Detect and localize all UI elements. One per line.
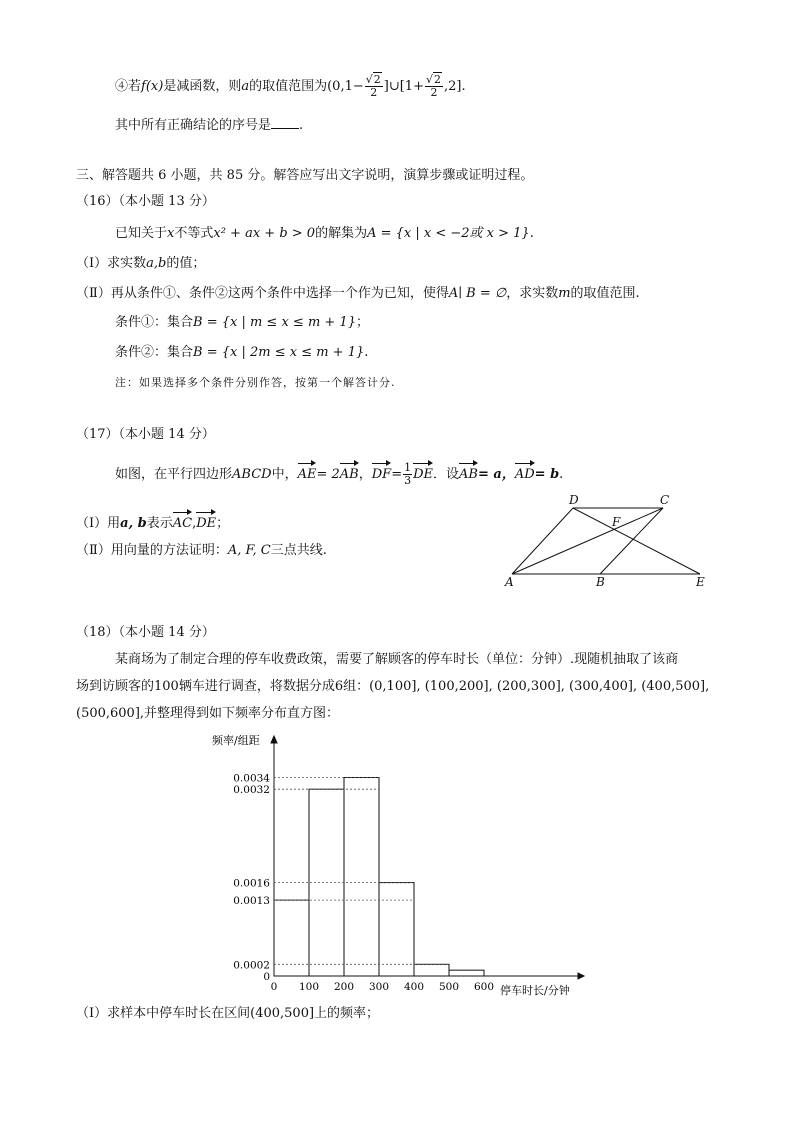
q16-part2-c: 的取值范围. [570, 286, 640, 301]
line-ad [512, 508, 573, 574]
y-tick-label-4: 0.0032 [233, 784, 270, 797]
q15-prefix: ④若 [115, 79, 142, 94]
q15-frac2: $\frac{√2}{2}$ [425, 73, 441, 99]
y-axis-arrow [271, 736, 277, 743]
q16-condition-1 [115, 313, 369, 333]
x-tick-label-3: 300 [368, 981, 390, 993]
q16-header: （16）（本小题 13 分） [76, 194, 215, 209]
vector-ac: AC [173, 512, 192, 534]
x-axis-label: 停车时长/分钟 [500, 984, 570, 997]
line-ac [512, 508, 663, 574]
q17-stem [115, 462, 563, 487]
q16-condition-2 [115, 343, 368, 363]
vector-de-2: DE [196, 512, 216, 534]
line-bc [600, 508, 663, 574]
histogram-bar-4 [379, 883, 414, 976]
section-3-title: 三、解答题共 6 小题，共 85 分。解答应写出文字说明，演算步骤或证明过程。 [76, 168, 534, 183]
q16-end: . [529, 226, 534, 241]
q18-para-2: 场到访顾客的100辆车进行调查，将数据分成6组：(0,100], (100,200], (200,300], (300,400], (400,500], [76, 679, 710, 694]
q17-part2-b: 三点共线. [270, 543, 327, 558]
q16-part1 [76, 254, 205, 274]
q16-m: m [558, 286, 571, 301]
q15-mid: 是减函数，则 [163, 79, 242, 94]
q16-note: 注：如果选择多个条件分别作答，按第一个解答计分. [115, 376, 396, 389]
q16-stem-a: 已知关于 [115, 226, 168, 241]
q15-frac1: $\frac{√2}{2}$ [365, 73, 381, 99]
q16-cond2-label: 条件②：集合 [115, 345, 194, 360]
y-tick-label-5: 0.0034 [233, 772, 270, 785]
q16-cond1-expr: B = {x | m ≤ x ≤ m + 1} [193, 315, 356, 330]
q15-den-a: 2 [370, 86, 378, 99]
q16-part2-expr: A∣ B = ∅ [448, 286, 507, 301]
histogram-bars [274, 778, 484, 976]
q15-end: . [461, 79, 466, 94]
histogram-x-ticks [271, 981, 494, 993]
q17-header: （17）（本小题 14 分） [76, 427, 215, 442]
q18-part1: （Ⅰ）求样本中停车时长在区间(400,500]上的频率； [76, 1006, 380, 1021]
q17-end: . [559, 467, 564, 482]
histogram-bar-5 [414, 964, 449, 976]
q16-part1-text: （Ⅰ）求实数 [76, 256, 147, 271]
q16-stem [115, 224, 534, 244]
q16-stem-c: 的解集为 [315, 226, 368, 241]
label-b: B [596, 575, 605, 589]
q15-union: ]∪[1+ [383, 79, 424, 94]
q16-inequality: x² + ax + b > 0 [213, 226, 316, 241]
vector-ae: AE [298, 463, 317, 485]
q15-sqrt2-a: 2 [373, 73, 381, 86]
q17-eq2: = 2 [316, 467, 340, 482]
q15-footer [115, 116, 303, 136]
vector-ab-2: AB [459, 463, 478, 485]
q16-set-a: A = {x | x < −2或 x > 1} [367, 226, 530, 241]
q15-fx: f(x) [141, 79, 164, 94]
q15-den-b: 2 [430, 86, 438, 99]
answer-blank[interactable] [271, 116, 299, 129]
q17-stem-b: 中， [271, 467, 298, 482]
q18-para-3: (500,600],并整理得到如下频率分布直方图： [76, 706, 340, 721]
x-tick-label-6: 600 [473, 981, 495, 993]
q17-part2-a: （Ⅱ）用向量的方法证明： [76, 543, 228, 558]
x-tick-label-5: 500 [438, 981, 460, 993]
q17-part1-b: 表示 [146, 516, 173, 531]
x-axis-arrow [578, 973, 584, 979]
label-e: E [696, 575, 705, 589]
q17-abcd: ABCD [232, 467, 272, 482]
q16-stem-b: 不等式 [174, 226, 214, 241]
q17-part1: （Ⅰ）用a, b表示AC,DE； [76, 512, 229, 534]
y-tick-label-2: 0.0013 [233, 895, 270, 908]
q17-part1-end: ； [216, 516, 230, 531]
histogram-guides [274, 778, 449, 965]
q15-mid2: 的取值范围为 [249, 79, 328, 94]
q15-a: a [241, 79, 250, 94]
q17-afc: A, F, C [227, 543, 271, 558]
q15-item4 [115, 74, 466, 99]
q16-part2 [76, 284, 640, 304]
q16-cond2-end: . [364, 345, 369, 360]
q15-footer-end: . [299, 118, 304, 133]
y-axis-label: 频率/组距 [212, 734, 260, 747]
q18-header: （18）（本小题 14 分） [76, 625, 215, 640]
q16-part2-a: （Ⅱ）再从条件①、条件②这两个条件中选择一个作为已知，使得 [76, 286, 449, 301]
q16-cond1-label: 条件①：集合 [115, 315, 194, 330]
histogram-bar-3 [344, 778, 379, 976]
q17-stem-c: ．设 [433, 467, 460, 482]
q16-x: x [167, 226, 175, 241]
vector-ad: AD [515, 463, 535, 485]
vector-de: DE [413, 463, 433, 485]
q15-sqrt2-b: 2 [433, 73, 441, 86]
q15-interval-open: (0,1− [327, 79, 364, 94]
q17-part1-a: （Ⅰ）用 [76, 516, 121, 531]
y-tick-label-1: 0.0002 [233, 959, 270, 972]
x-tick-label-2: 200 [333, 981, 355, 993]
q16-part1-end: 的值； [166, 256, 206, 271]
q16-cond2-expr: B = {x | 2m ≤ x ≤ m + 1} [193, 345, 365, 360]
histogram-bar-6 [449, 970, 484, 976]
q15-interval-close: ,2] [443, 79, 462, 94]
q17-eq-a: = a， [478, 467, 515, 482]
line-de [573, 508, 700, 574]
label-f: F [612, 515, 621, 529]
q16-part2-b: ，求实数 [506, 286, 559, 301]
q17-frac-num: 1 [404, 461, 412, 474]
q15-footer-text: 其中所有正确结论的序号是 [115, 118, 272, 133]
vector-ab: AB [340, 463, 359, 485]
q18-para-1: 某商场为了制定合理的停车收费政策，需要了解顾客的停车时长（单位：分钟）.现随机抽取了该商 [115, 652, 679, 667]
q16-ab: a,b [146, 256, 167, 271]
q17-comma: ， [358, 467, 372, 482]
q17-stem-a: 如图，在平行四边形 [115, 467, 233, 482]
q16-cond1-end: ； [355, 315, 369, 330]
x-tick-label-1: 100 [298, 981, 320, 993]
label-c: C [660, 493, 670, 507]
q17-part2 [76, 541, 327, 561]
label-d: D [569, 493, 579, 507]
y-tick-label-0: 0 [263, 971, 270, 983]
x-tick-label-0: 0 [270, 981, 278, 993]
q17-frac-den: 3 [404, 474, 412, 487]
parallelogram-figure [500, 490, 720, 590]
vector-df: DF [372, 463, 391, 485]
x-tick-label-4: 400 [403, 981, 425, 993]
q17-frac [403, 462, 412, 487]
histogram-y-ticks [233, 773, 270, 983]
q17-eq-b: = b [534, 467, 560, 482]
y-tick-label-3: 0.0016 [233, 877, 270, 890]
histogram-axes [271, 736, 584, 979]
q17-eq: = [391, 467, 403, 482]
frequency-histogram [200, 728, 600, 1003]
label-a: A [505, 575, 514, 589]
q17-part1-ab: a, b [120, 516, 147, 531]
